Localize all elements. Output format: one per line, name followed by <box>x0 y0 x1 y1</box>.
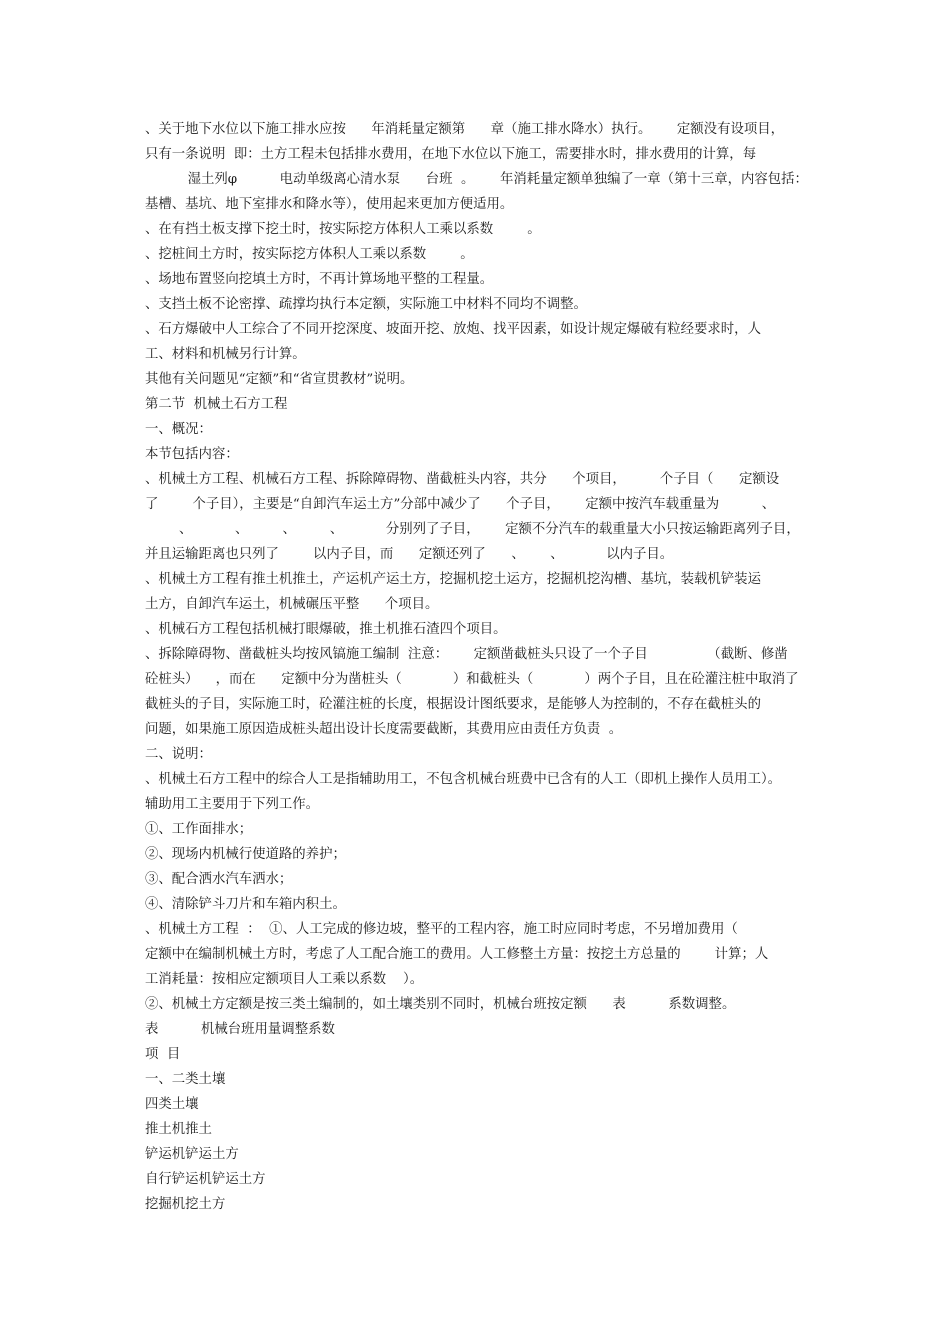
table-row: 自行铲运机铲运土方 <box>145 1172 266 1187</box>
text-line: 其他有关问题见“定额”和“省宣贯教材”说明。 <box>145 372 414 387</box>
text-line: 、机械土方工程 ： ①、人工完成的修边坡，整平的工程内容，施工时应同时考虑，不另增加费用（ <box>145 922 738 937</box>
text-line: 定额中在编制机械土方时，考虑了人工配合施工的费用。人工修整土方量：按挖土方总量的 计算；人 <box>145 947 769 962</box>
text-line: 截桩头的子目，实际施工时，砼灌注桩的长度，根据设计图纸要求，是能够人为控制的，不存在截桩头的 <box>145 697 761 712</box>
table-row: 推土机推土 <box>145 1122 212 1137</box>
text-line: 问题，如果施工原因造成桩头超出设计长度需要截断，其费用应由责任方负责 。 <box>145 722 623 737</box>
list-item: ④、清除铲斗刀片和车箱内积土。 <box>145 897 346 912</box>
text-line: ②、机械土方定额是按三类土编制的，如土壤类别不同时，机械台班按定额 表 系数调整。 <box>145 997 736 1012</box>
text-line: 土方，自卸汽车运土，机械碾压平整 个项目。 <box>145 597 439 612</box>
list-item: ③、配合洒水汽车洒水； <box>145 872 293 887</box>
list-item: ①、工作面排水； <box>145 822 253 837</box>
text-line: 、关于地下水位以下施工排水应按 年消耗量定额第 章（施工排水降水）执行。 定额没有设项目， <box>145 122 785 137</box>
text-line: 、机械石方工程包括机械打眼爆破，推土机推石渣四个项目。 <box>145 622 507 637</box>
table-row: 挖掘机挖土方 <box>145 1197 226 1212</box>
table-caption: 表 机械台班用量调整系数 <box>145 1022 335 1037</box>
text-line: 、机械土石方工程中的综合人工是指辅助用工，不包含机械台班费中已含有的人工（即机上操作人员用工）。 <box>145 772 782 787</box>
text-line: 、机械土方工程、机械石方工程、拆除障碍物、凿截桩头内容，共分 个项目， 个子目（ 定额设 <box>145 472 780 487</box>
text-line: 并且运输距离也只列了 以内子目，而 定额还列了 、 、 以内子目。 <box>145 547 674 562</box>
text-line: 了 个子目），主要是“自卸汽车运土方”分部中减少了 个子目， 定额中按汽车载重量为 、 <box>145 497 776 512</box>
text-line: 辅助用工主要用于下列工作。 <box>145 797 320 812</box>
section-heading: 第二节 机械土石方工程 <box>145 397 288 412</box>
text-line: 工、材料和机械另行计算。 <box>145 347 306 362</box>
text-line: 、石方爆破中人工综合了不同开挖深度、坡面开挖、放炮、找平因素，如设计规定爆破有粒经要求时，人 <box>145 322 761 337</box>
text-line: 、在有挡土板支撑下挖土时，按实际挖方体积人工乘以系数 。 <box>145 222 541 237</box>
text-line: 砼桩头） ，而在 定额中分为凿桩头（ ）和截桩头（ ）两个子目，且在砼灌注桩中取消了 <box>145 672 799 687</box>
text-line: 基槽、基坑、地下室排水和降水等），使用起来更加方便适用。 <box>145 197 514 212</box>
text-line: 、拆除障碍物、凿截桩头均按风镐施工编制 注意： 定额凿截桩头只设了一个子目 （截断、修凿 <box>145 647 788 662</box>
text-line: 、支挡土板不论密撑、疏撑均执行本定额，实际施工中材料不同均不调整。 <box>145 297 587 312</box>
text-line: 湿土列φ 电动单级离心清水泵 台班 。 年消耗量定额单独编了一章（第十三章，内容包括： <box>145 172 808 187</box>
text-line: 、 、 、 、 分别列了子目， 定额不分汽车的载重量大小只按运输距离列子目， <box>145 522 800 537</box>
text-line: 、场地布置竖向挖填土方时，不再计算场地平整的工程量。 <box>145 272 494 287</box>
text-line: 只有一条说明 即：土方工程未包括排水费用，在地下水位以下施工，需要排水时，排水费用的计算，每 <box>145 147 757 162</box>
text-line: 、挖桩间土方时，按实际挖方体积人工乘以系数 。 <box>145 247 474 262</box>
table-row: 铲运机铲运土方 <box>145 1147 239 1162</box>
text-line: 本节包括内容： <box>145 447 239 462</box>
subsection-heading: 二、说明： <box>145 747 212 762</box>
list-item: ②、现场内机械行使道路的养护； <box>145 847 346 862</box>
text-line: 、机械土方工程有推土机推土，产运机产运土方，挖掘机挖土运方，挖掘机挖沟槽、基坑，装载机铲装运 <box>145 572 761 587</box>
table-row: 四类土壤 <box>145 1097 199 1112</box>
table-header: 项 目 <box>145 1047 181 1062</box>
subsection-heading: 一、概况： <box>145 422 212 437</box>
text-line: 工消耗量：按相应定额项目人工乘以系数 ）。 <box>145 972 424 987</box>
table-row: 一、二类土壤 <box>145 1072 226 1087</box>
